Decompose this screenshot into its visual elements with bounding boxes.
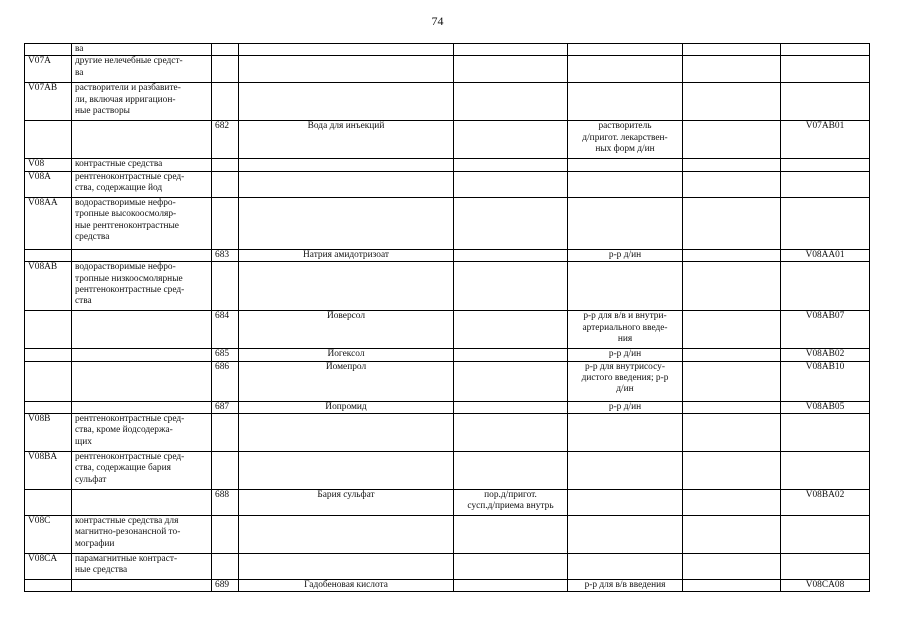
group-description-cell: контрастные средства для магнитно-резонансной то- мографии <box>72 516 212 554</box>
dosage-form-cell <box>454 249 568 261</box>
drug-name-cell <box>239 516 454 554</box>
empty-cell <box>683 580 781 592</box>
table-row <box>25 580 870 592</box>
dosage-form-cell <box>454 262 568 311</box>
table-row <box>25 121 870 159</box>
group-description-cell <box>72 401 212 413</box>
atc-code-cell: V08 <box>25 159 72 171</box>
atc-code-cell <box>25 401 72 413</box>
medicines-table <box>24 43 870 592</box>
drug-name-cell: Йопромид <box>239 401 454 413</box>
dosage-form-alt-cell: р-р д/ин <box>568 401 683 413</box>
table-row <box>25 262 870 311</box>
dosage-form-alt-cell: р-р для в/в введения <box>568 580 683 592</box>
group-description-cell <box>72 311 212 349</box>
drug-name-cell <box>239 262 454 311</box>
item-number-cell: 685 <box>212 349 239 361</box>
empty-cell <box>683 121 781 159</box>
dosage-form-alt-cell <box>568 56 683 83</box>
item-number-cell: 683 <box>212 249 239 261</box>
group-description-cell: другие нелечебные средст- ва <box>72 56 212 83</box>
drug-code-cell <box>781 452 870 490</box>
atc-code-cell <box>25 580 72 592</box>
item-number-cell <box>212 83 239 121</box>
empty-cell <box>683 83 781 121</box>
drug-code-cell <box>781 56 870 83</box>
drug-code-cell: V08CA08 <box>781 580 870 592</box>
dosage-form-cell <box>454 56 568 83</box>
group-description-cell: рентгеноконтрастные сред- ства, содержащие бария сульфат <box>72 452 212 490</box>
table-row <box>25 452 870 490</box>
table-row <box>25 311 870 349</box>
dosage-form-cell: пор.д/пригот. сусп.д/приема внутрь <box>454 490 568 516</box>
table-row <box>25 44 870 56</box>
drug-code-cell: V07AB01 <box>781 121 870 159</box>
drug-code-cell <box>781 554 870 580</box>
item-number-cell: 684 <box>212 311 239 349</box>
group-description-cell: парамагнитные контраст- ные средства <box>72 554 212 580</box>
dosage-form-alt-cell <box>568 554 683 580</box>
empty-cell <box>683 401 781 413</box>
table-row <box>25 361 870 401</box>
item-number-cell <box>212 452 239 490</box>
drug-code-cell: V08BA02 <box>781 490 870 516</box>
item-number-cell <box>212 554 239 580</box>
atc-code-cell: V07AB <box>25 83 72 121</box>
atc-code-cell <box>25 349 72 361</box>
empty-cell <box>683 171 781 197</box>
drug-name-cell: Бария сульфат <box>239 490 454 516</box>
dosage-form-cell <box>454 452 568 490</box>
drug-code-cell: V08AB02 <box>781 349 870 361</box>
dosage-form-cell <box>454 580 568 592</box>
dosage-form-alt-cell <box>568 159 683 171</box>
empty-cell <box>683 361 781 401</box>
dosage-form-cell <box>454 171 568 197</box>
drug-name-cell <box>239 159 454 171</box>
drug-name-cell <box>239 452 454 490</box>
group-description-cell: контрастные средства <box>72 159 212 171</box>
drug-name-cell: Йоверсол <box>239 311 454 349</box>
atc-code-cell: V08AA <box>25 197 72 249</box>
drug-name-cell: Вода для инъекций <box>239 121 454 159</box>
dosage-form-alt-cell <box>568 490 683 516</box>
item-number-cell <box>212 414 239 452</box>
empty-cell <box>683 490 781 516</box>
drug-name-cell: Йогексол <box>239 349 454 361</box>
dosage-form-alt-cell: растворитель д/пригот. лекарствен- ных форм д/ин <box>568 121 683 159</box>
empty-cell <box>683 249 781 261</box>
empty-cell <box>683 311 781 349</box>
table-row <box>25 83 870 121</box>
item-number-cell: 686 <box>212 361 239 401</box>
empty-cell <box>683 414 781 452</box>
group-description-cell: растворители и разбавите- ли, включая ирригацион- ные растворы <box>72 83 212 121</box>
dosage-form-alt-cell <box>568 516 683 554</box>
item-number-cell: 682 <box>212 121 239 159</box>
drug-code-cell: V08AA01 <box>781 249 870 261</box>
drug-code-cell <box>781 197 870 249</box>
group-description-cell <box>72 580 212 592</box>
dosage-form-alt-cell: р-р д/ин <box>568 249 683 261</box>
item-number-cell <box>212 197 239 249</box>
dosage-form-alt-cell <box>568 452 683 490</box>
dosage-form-cell <box>454 121 568 159</box>
table-row <box>25 554 870 580</box>
drug-name-cell: Гадобеновая кислота <box>239 580 454 592</box>
dosage-form-cell <box>454 159 568 171</box>
dosage-form-alt-cell: р-р для внутрисосу- дистого введения; р-р д/ин <box>568 361 683 401</box>
dosage-form-cell <box>454 349 568 361</box>
drug-name-cell <box>239 554 454 580</box>
empty-cell <box>683 554 781 580</box>
dosage-form-alt-cell: р-р д/ин <box>568 349 683 361</box>
atc-code-cell: V08CA <box>25 554 72 580</box>
dosage-form-cell <box>454 311 568 349</box>
group-description-cell <box>72 121 212 159</box>
empty-cell <box>683 349 781 361</box>
drug-name-cell <box>239 83 454 121</box>
atc-code-cell <box>25 311 72 349</box>
dosage-form-alt-cell <box>568 262 683 311</box>
dosage-form-alt-cell <box>568 171 683 197</box>
dosage-form-alt-cell: р-р для в/в и внутри- артериального введе- ния <box>568 311 683 349</box>
table-row <box>25 159 870 171</box>
table-row <box>25 414 870 452</box>
group-description-cell: ва <box>72 44 212 56</box>
atc-code-cell <box>25 249 72 261</box>
drug-name-cell <box>239 56 454 83</box>
item-number-cell: 688 <box>212 490 239 516</box>
dosage-form-cell <box>454 197 568 249</box>
item-number-cell <box>212 56 239 83</box>
atc-code-cell: V08BA <box>25 452 72 490</box>
table-row <box>25 56 870 83</box>
empty-cell <box>683 56 781 83</box>
dosage-form-alt-cell <box>568 197 683 249</box>
atc-code-cell: V08AB <box>25 262 72 311</box>
table-row <box>25 401 870 413</box>
dosage-form-alt-cell <box>568 44 683 56</box>
atc-code-cell <box>25 490 72 516</box>
group-description-cell: рентгеноконтрастные сред- ства, содержащие йод <box>72 171 212 197</box>
atc-code-cell: V08A <box>25 171 72 197</box>
dosage-form-cell <box>454 83 568 121</box>
drug-code-cell: V08AB07 <box>781 311 870 349</box>
empty-cell <box>683 44 781 56</box>
drug-code-cell <box>781 159 870 171</box>
empty-cell <box>683 452 781 490</box>
dosage-form-cell <box>454 401 568 413</box>
table-row <box>25 490 870 516</box>
table-body <box>25 44 870 592</box>
drug-name-cell <box>239 414 454 452</box>
table-row <box>25 349 870 361</box>
item-number-cell: 687 <box>212 401 239 413</box>
drug-name-cell <box>239 171 454 197</box>
atc-code-cell: V08C <box>25 516 72 554</box>
empty-cell <box>683 159 781 171</box>
drug-code-cell <box>781 414 870 452</box>
dosage-form-cell <box>454 554 568 580</box>
table-row <box>25 171 870 197</box>
group-description-cell <box>72 249 212 261</box>
empty-cell <box>683 262 781 311</box>
drug-code-cell <box>781 171 870 197</box>
table-row <box>25 516 870 554</box>
drug-name-cell <box>239 197 454 249</box>
atc-code-cell <box>25 121 72 159</box>
drug-code-cell <box>781 516 870 554</box>
dosage-form-cell <box>454 44 568 56</box>
item-number-cell <box>212 159 239 171</box>
drug-name-cell <box>239 44 454 56</box>
group-description-cell <box>72 490 212 516</box>
drug-code-cell: V08AB05 <box>781 401 870 413</box>
drug-code-cell <box>781 44 870 56</box>
item-number-cell: 689 <box>212 580 239 592</box>
empty-cell <box>683 197 781 249</box>
table-row <box>25 249 870 261</box>
atc-code-cell <box>25 361 72 401</box>
item-number-cell <box>212 171 239 197</box>
item-number-cell <box>212 44 239 56</box>
atc-code-cell: V08B <box>25 414 72 452</box>
drug-code-cell <box>781 83 870 121</box>
dosage-form-cell <box>454 361 568 401</box>
empty-cell <box>683 516 781 554</box>
atc-code-cell <box>25 44 72 56</box>
drug-code-cell <box>781 262 870 311</box>
group-description-cell: водорастворимые нефро- тропные низкоосмолярные рентгеноконтрастные сред- ства <box>72 262 212 311</box>
dosage-form-cell <box>454 516 568 554</box>
item-number-cell <box>212 262 239 311</box>
drug-name-cell: Йомепрол <box>239 361 454 401</box>
item-number-cell <box>212 516 239 554</box>
dosage-form-alt-cell <box>568 414 683 452</box>
drug-code-cell: V08AB10 <box>781 361 870 401</box>
group-description-cell: водорастворимые нефро- тропные высокоосмоляр- ные рентгеноконтрастные средства <box>72 197 212 249</box>
group-description-cell <box>72 349 212 361</box>
page-number: 74 <box>431 14 444 28</box>
dosage-form-cell <box>454 414 568 452</box>
table-row <box>25 197 870 249</box>
atc-code-cell: V07A <box>25 56 72 83</box>
group-description-cell: рентгеноконтрастные сред- ства, кроме йодсодержа- щих <box>72 414 212 452</box>
group-description-cell <box>72 361 212 401</box>
drug-name-cell: Натрия амидотризоат <box>239 249 454 261</box>
dosage-form-alt-cell <box>568 83 683 121</box>
